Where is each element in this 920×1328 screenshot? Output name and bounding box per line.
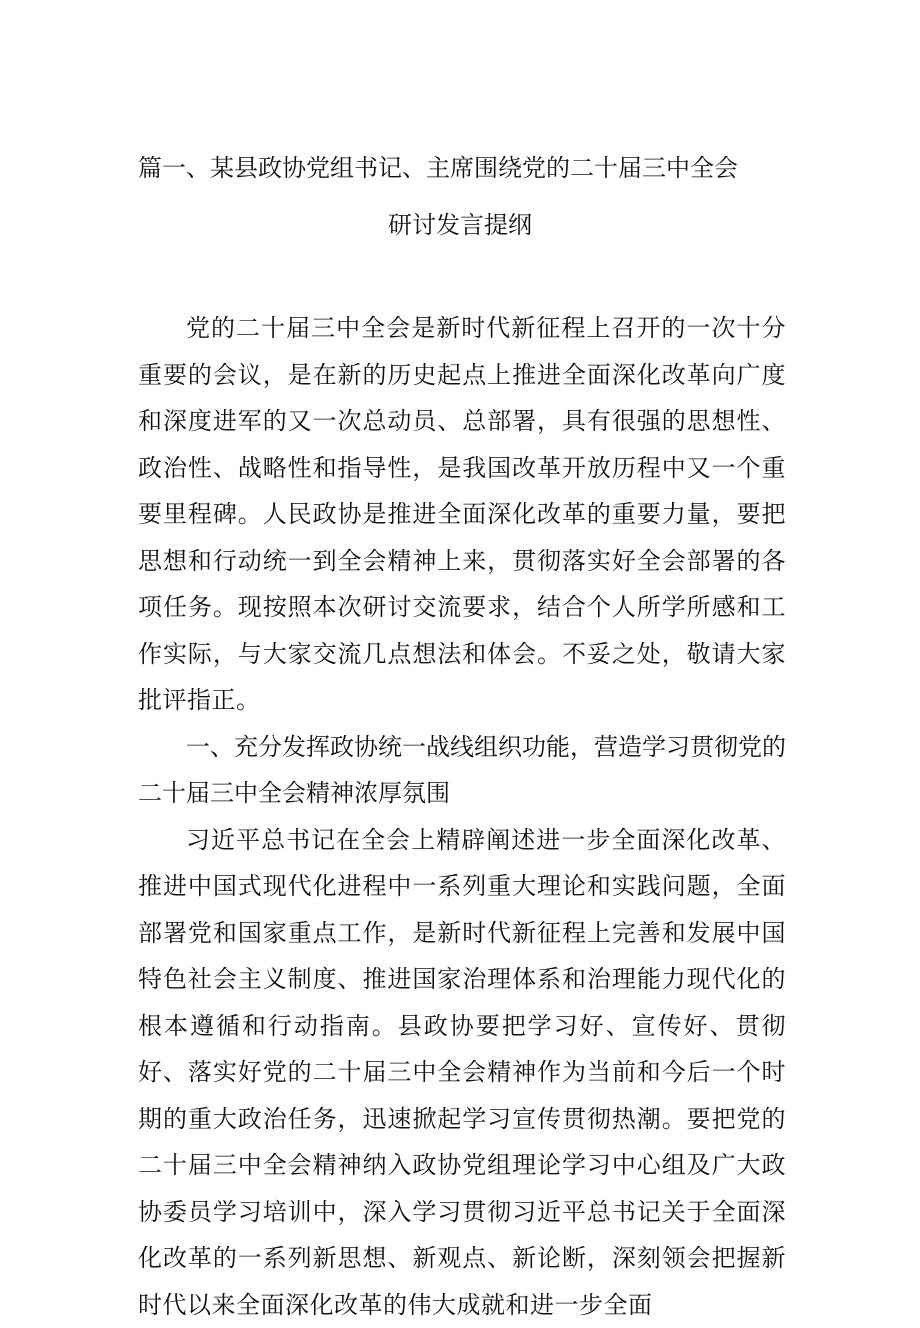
section-1-paragraph: 习近平总书记在全会上精辟阐述进一步全面深化改革、推进中国式现代化进程中一系列重大理论和实践问题，全面部署党和国家重点工作，是新时代新征程上完善和发展中国特色社会主义制度、推进国家治理体系和治理能力现代化的根本遵循和行动指南。县政协要把学习好、宣传好、贯彻好、落实好党的二十届三中全会精神作为当前和今后一个时期的重大政治任务，迅速掀起学习宣传贯彻热潮。要把党的二十届三中全会精神纳入政协党组理论学习中心组及广大政协委员学习培训中，深入学习贯彻习近平总书记关于全面深化改革的一系列新思想、新观点、新论断，深刻领会把握新时代以来全面深化改革的伟大成就和进一步全面 [138,817,786,1328]
document-title-line-1: 篇一、某县政协党组书记、主席围绕党的二十届三中全会 [138,148,738,188]
section-1-heading: 一、充分发挥政协统一战线组织功能，营造学习贯彻党的二十届三中全会精神浓厚氛围 [138,724,786,817]
document-body [138,305,786,1328]
intro-paragraph: 党的二十届三中全会是新时代新征程上召开的一次十分重要的会议，是在新的历史起点上推进全面深化改革向广度和深度进军的又一次总动员、总部署，具有很强的思想性、政治性、战略性和指导性，是我国改革开放历程中又一个重要里程碑。人民政协是推进全面深化改革的重要力量，要把思想和行动统一到全会精神上来，贯彻落实好全会部署的各项任务。现按照本次研讨交流要求，结合个人所学所感和工作实际，与大家交流几点想法和体会。不妥之处，敬请大家批评指正。 [138,305,786,724]
document-title-line-2: 研讨发言提纲 [0,205,920,245]
